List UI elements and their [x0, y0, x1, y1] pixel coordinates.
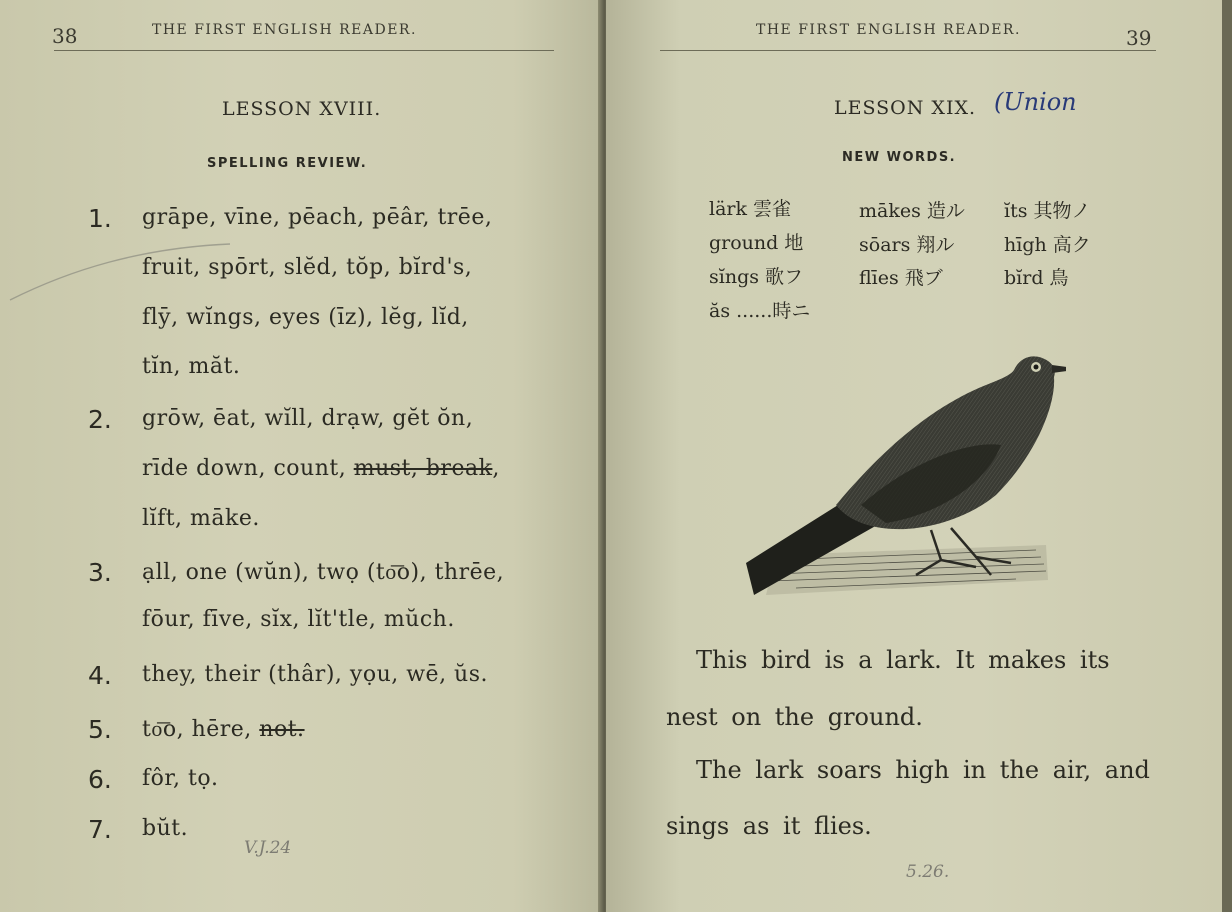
header-rule — [54, 50, 554, 51]
running-head: THE FIRST ENGLISH READER. — [152, 22, 417, 38]
item-number: 2. — [88, 405, 112, 434]
reading-line: This bird is a lark. It makes its — [696, 646, 1110, 674]
item-number: 3. — [88, 558, 112, 587]
lesson-subtitle: SPELLING REVIEW. — [207, 156, 368, 171]
header-rule — [660, 50, 1156, 51]
word-line-with-strike: rīde down, count, must, break, — [142, 456, 500, 481]
handwritten-note: (Union — [994, 88, 1077, 116]
word-line: grōw, ēat, wĭll, drạw, gĕt ŏn, — [142, 406, 474, 431]
word-line: fôr, tọ. — [142, 766, 219, 791]
lesson-title: LESSON XVIII. — [222, 98, 382, 120]
word-line: fōur, fīve, sĭx, lĭt'tle, mŭch. — [142, 607, 455, 632]
word-line-text: rīde down, count, — [142, 456, 354, 481]
running-head: THE FIRST ENGLISH READER. — [756, 22, 1021, 38]
word-line: grāpe, vīne, pēach, pēâr, trēe, — [142, 205, 493, 230]
vocab-word: lärk 雲雀 — [709, 198, 792, 220]
item-number: 7. — [88, 815, 112, 844]
struck-words: not. — [259, 717, 305, 742]
vocab-word: ăs ......時ニ — [709, 300, 811, 322]
pencil-mark — [0, 230, 260, 310]
left-page — [0, 0, 604, 912]
word-line: flȳ, wĭngs, eyes (īz), lĕg, lĭd, — [142, 305, 469, 330]
word-line: they, their (thâr), yọu, wē, ŭs. — [142, 662, 489, 687]
lark-illustration — [736, 345, 1066, 610]
item-number: 4. — [88, 661, 112, 690]
right-page — [606, 0, 1222, 912]
vocab-word: flīes 飛ブ — [859, 267, 943, 289]
reading-line: nest on the ground. — [666, 703, 923, 731]
item-number: 6. — [88, 765, 112, 794]
struck-words: must, break — [353, 456, 493, 481]
reading-line: sings as it flies. — [666, 812, 872, 840]
word-line: fruit, spōrt, slĕd, tŏp, bĭrd's, — [142, 255, 473, 280]
item-number: 1. — [88, 204, 112, 233]
lesson-subtitle: NEW WORDS. — [842, 150, 957, 165]
vocab-word: sōars 翔ル — [859, 234, 955, 256]
pencil-note: 5.26. — [906, 862, 950, 882]
word-line-with-strike — [142, 716, 305, 742]
word-line: ạll, one (wŭn), twọ (to͞o), thrēe, — [142, 560, 505, 585]
pencil-note: V.J.24 — [244, 838, 292, 858]
vocab-word: ĭts 其物ノ — [1004, 200, 1091, 222]
lesson-title: LESSON XIX. — [834, 97, 977, 119]
vocab-word: mākes 造ル — [859, 200, 965, 222]
page-edge — [1222, 0, 1232, 912]
word-line: bŭt. — [142, 816, 189, 841]
vocab-word: bĭrd 鳥 — [1004, 267, 1069, 289]
vocab-word: hīgh 高ク — [1004, 234, 1091, 256]
word-line-text: to͞o, hēre, — [142, 717, 260, 742]
word-line: lĭft, māke. — [142, 506, 260, 531]
reading-line: The lark soars high in the air, and — [696, 756, 1150, 784]
vocab-word: sĭngs 歌フ — [709, 266, 804, 288]
word-line: tĭn, măt. — [142, 354, 241, 379]
page-number: 38 — [52, 24, 78, 48]
vocab-word: ground 地 — [709, 232, 804, 254]
page-number: 39 — [1126, 26, 1152, 50]
item-number: 5. — [88, 715, 112, 744]
